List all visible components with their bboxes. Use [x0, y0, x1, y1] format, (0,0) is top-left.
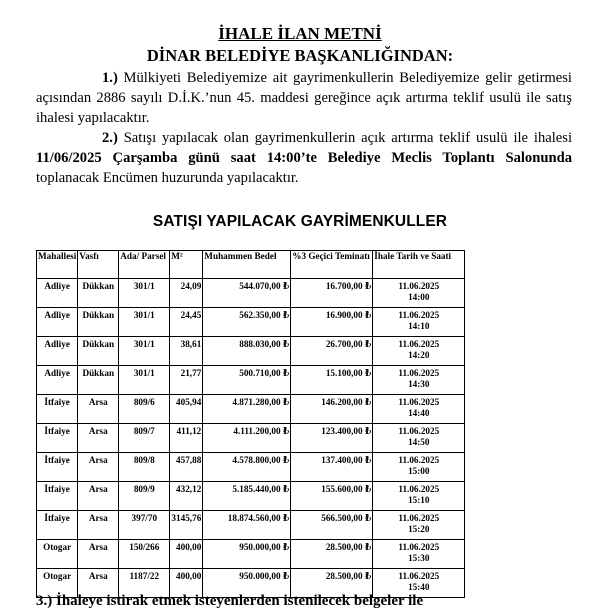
cell-m2: 405,94 — [170, 395, 203, 424]
document-subtitle: DİNAR BELEDİYE BAŞKANLIĞINDAN: — [146, 46, 454, 65]
cell-ada-parsel: 1187/22 — [119, 569, 170, 598]
document-title: İHALE İLAN METNİ — [218, 24, 382, 43]
cell-ada-parsel: 301/1 — [119, 366, 170, 395]
cell-vasfi: Dükkan — [78, 279, 119, 308]
cell-ihale-saat: 14:00 — [408, 291, 430, 302]
cell-ihale-tarih-saat — [373, 366, 465, 395]
paragraph-2-date-place: 11/06/2025 Çarşamba günü saat 14:00’te Belediye Meclis Toplantı Salonunda — [36, 150, 572, 166]
cell-vasfi: Dükkan — [78, 308, 119, 337]
cell-ihale-tarih: 11.06.2025 — [398, 310, 440, 320]
cell-m2: 24,45 — [170, 308, 203, 337]
table-row — [37, 511, 465, 540]
table-row — [37, 482, 465, 511]
cell-mahallesi: İtfaiye — [37, 453, 78, 482]
cell-ada-parsel: 809/9 — [119, 482, 170, 511]
paragraph-2-number: 2.) — [102, 130, 118, 146]
table-row — [37, 279, 465, 308]
cell-ada-parsel: 397/70 — [119, 511, 170, 540]
cell-gecici-teminat: 137.400,00 ₺ — [291, 453, 373, 482]
table-row — [37, 366, 465, 395]
header-ihale-tarih: İhale Tarih ve Saati — [373, 251, 465, 279]
cell-gecici-teminat: 123.400,00 ₺ — [291, 424, 373, 453]
cell-ada-parsel: 301/1 — [119, 308, 170, 337]
cell-vasfi: Arsa — [78, 453, 119, 482]
table-row — [37, 540, 465, 569]
cell-m2: 3145,76 — [170, 511, 203, 540]
paragraph-3-partial: 3.) İhaleye istirak etmek isteyenlerden istenilecek belgeler ile — [36, 593, 424, 609]
header-m2: M² — [170, 251, 203, 279]
cell-muhammen-bedel: 544.070,00 ₺ — [203, 279, 291, 308]
cell-ihale-saat: 15:10 — [408, 494, 430, 505]
cell-mahallesi: Adliye — [37, 308, 78, 337]
table-row — [37, 395, 465, 424]
cell-ihale-tarih: 11.06.2025 — [398, 513, 440, 523]
cell-mahallesi: İtfaiye — [37, 482, 78, 511]
cell-ihale-saat: 15:30 — [408, 552, 430, 563]
cell-gecici-teminat: 155.600,00 ₺ — [291, 482, 373, 511]
header-mahallesi: Mahallesi — [37, 251, 78, 279]
cell-m2: 21,77 — [170, 366, 203, 395]
header-ada-parsel: Ada/ Parsel — [119, 251, 170, 279]
header-muhammen-bedel: Muhammen Bedel — [203, 251, 291, 279]
cell-ada-parsel: 809/7 — [119, 424, 170, 453]
cell-ihale-tarih-saat — [373, 279, 465, 308]
cell-ihale-tarih: 11.06.2025 — [398, 397, 440, 407]
table-row — [37, 308, 465, 337]
cell-vasfi: Arsa — [78, 482, 119, 511]
cell-m2: 400,00 — [170, 569, 203, 598]
cell-muhammen-bedel: 4.578.800,00 ₺ — [203, 453, 291, 482]
cell-ihale-tarih-saat — [373, 453, 465, 482]
cell-m2: 24,09 — [170, 279, 203, 308]
cell-mahallesi: Adliye — [37, 279, 78, 308]
cell-muhammen-bedel: 5.185.440,00 ₺ — [203, 482, 291, 511]
cell-m2: 457,88 — [170, 453, 203, 482]
cell-gecici-teminat: 16.700,00 ₺ — [291, 279, 373, 308]
cell-gecici-teminat: 26.700,00 ₺ — [291, 337, 373, 366]
table-row — [37, 453, 465, 482]
cell-muhammen-bedel: 950.000,00 ₺ — [203, 569, 291, 598]
cell-ihale-saat: 14:40 — [408, 407, 430, 418]
paragraph-2-text-a: Satışı yapılacak olan gayrimenkullerin açık artırma teklif usulü ile ihalesi — [123, 130, 572, 146]
cell-mahallesi: Adliye — [37, 366, 78, 395]
paragraph-2-text-c: toplanacak Encümen huzurunda yapılacaktır. — [36, 170, 299, 186]
cell-muhammen-bedel: 4.111.200,00 ₺ — [203, 424, 291, 453]
cell-vasfi: Dükkan — [78, 366, 119, 395]
cell-muhammen-bedel: 888.030,00 ₺ — [203, 337, 291, 366]
cell-ada-parsel: 301/1 — [119, 337, 170, 366]
cell-ihale-tarih-saat — [373, 482, 465, 511]
cell-ada-parsel: 809/6 — [119, 395, 170, 424]
cell-vasfi: Dükkan — [78, 337, 119, 366]
cell-muhammen-bedel: 950.000,00 ₺ — [203, 540, 291, 569]
table-row — [37, 424, 465, 453]
paragraph-1-number: 1.) — [102, 70, 118, 86]
cell-ihale-saat: 14:20 — [408, 349, 430, 360]
cell-mahallesi: Otogar — [37, 569, 78, 598]
cell-vasfi: Arsa — [78, 424, 119, 453]
cell-ada-parsel: 301/1 — [119, 279, 170, 308]
cell-gecici-teminat: 28.500,00 ₺ — [291, 569, 373, 598]
cell-muhammen-bedel: 500.710,00 ₺ — [203, 366, 291, 395]
cell-vasfi: Arsa — [78, 540, 119, 569]
paragraph-2 — [36, 128, 572, 188]
cell-gecici-teminat: 15.100,00 ₺ — [291, 366, 373, 395]
header-vasfi: Vasfı — [78, 251, 119, 279]
cell-ihale-saat: 14:30 — [408, 378, 430, 389]
cell-m2: 400,00 — [170, 540, 203, 569]
cell-m2: 38,61 — [170, 337, 203, 366]
cell-ihale-tarih-saat — [373, 337, 465, 366]
cell-gecici-teminat: 566.500,00 ₺ — [291, 511, 373, 540]
header-gecici-teminat: %3 Geçici Teminatı — [291, 251, 373, 279]
cell-gecici-teminat: 146.200,00 ₺ — [291, 395, 373, 424]
cell-ihale-tarih: 11.06.2025 — [398, 484, 440, 494]
table-header-row — [37, 251, 465, 279]
cell-ihale-tarih: 11.06.2025 — [398, 455, 440, 465]
property-list-title: SATIŞI YAPILACAK GAYRİMENKULLER — [152, 213, 448, 230]
cell-ihale-saat: 15:40 — [408, 581, 430, 592]
cell-ihale-tarih: 11.06.2025 — [398, 571, 440, 581]
paragraph-1-text: Mülkiyeti Belediyemize ait gayrimenkullerin Belediyemize gelir getirmesi açısından 2886 sayılı D.İ.K.’nun 45. maddesi gereğince açık artırma teklif usulü ile satış ihalesi yapılacaktır. — [36, 70, 572, 126]
cell-gecici-teminat: 16.900,00 ₺ — [291, 308, 373, 337]
cell-mahallesi: İtfaiye — [37, 511, 78, 540]
cell-ihale-tarih: 11.06.2025 — [398, 281, 440, 291]
cell-muhammen-bedel: 18.874.560,00 ₺ — [203, 511, 291, 540]
cell-ihale-tarih-saat — [373, 511, 465, 540]
cell-ada-parsel: 150/266 — [119, 540, 170, 569]
paragraph-1 — [36, 68, 572, 128]
cell-vasfi: Arsa — [78, 569, 119, 598]
cell-ihale-tarih-saat — [373, 424, 465, 453]
cell-ihale-saat: 14:50 — [408, 436, 430, 447]
cell-ihale-tarih-saat — [373, 540, 465, 569]
cell-ihale-tarih-saat — [373, 395, 465, 424]
cell-muhammen-bedel: 562.350,00 ₺ — [203, 308, 291, 337]
cell-ihale-saat: 15:20 — [408, 523, 430, 534]
cell-vasfi: Arsa — [78, 511, 119, 540]
cell-ihale-tarih-saat — [373, 308, 465, 337]
cell-m2: 411,12 — [170, 424, 203, 453]
cell-mahallesi: İtfaiye — [37, 424, 78, 453]
cell-ihale-saat: 14:10 — [408, 320, 430, 331]
cell-muhammen-bedel: 4.871.280,00 ₺ — [203, 395, 291, 424]
cell-mahallesi: Otogar — [37, 540, 78, 569]
cell-ihale-tarih: 11.06.2025 — [398, 339, 440, 349]
cell-mahallesi: İtfaiye — [37, 395, 78, 424]
cell-ada-parsel: 809/8 — [119, 453, 170, 482]
cell-ihale-tarih: 11.06.2025 — [398, 426, 440, 436]
cell-vasfi: Arsa — [78, 395, 119, 424]
cell-ihale-saat: 15:00 — [408, 465, 430, 476]
cell-mahallesi: Adliye — [37, 337, 78, 366]
table-row — [37, 337, 465, 366]
cell-ihale-tarih: 11.06.2025 — [398, 542, 440, 552]
cell-ihale-tarih: 11.06.2025 — [398, 368, 440, 378]
cell-gecici-teminat: 28.500,00 ₺ — [291, 540, 373, 569]
cell-m2: 432,12 — [170, 482, 203, 511]
property-table — [36, 250, 465, 598]
